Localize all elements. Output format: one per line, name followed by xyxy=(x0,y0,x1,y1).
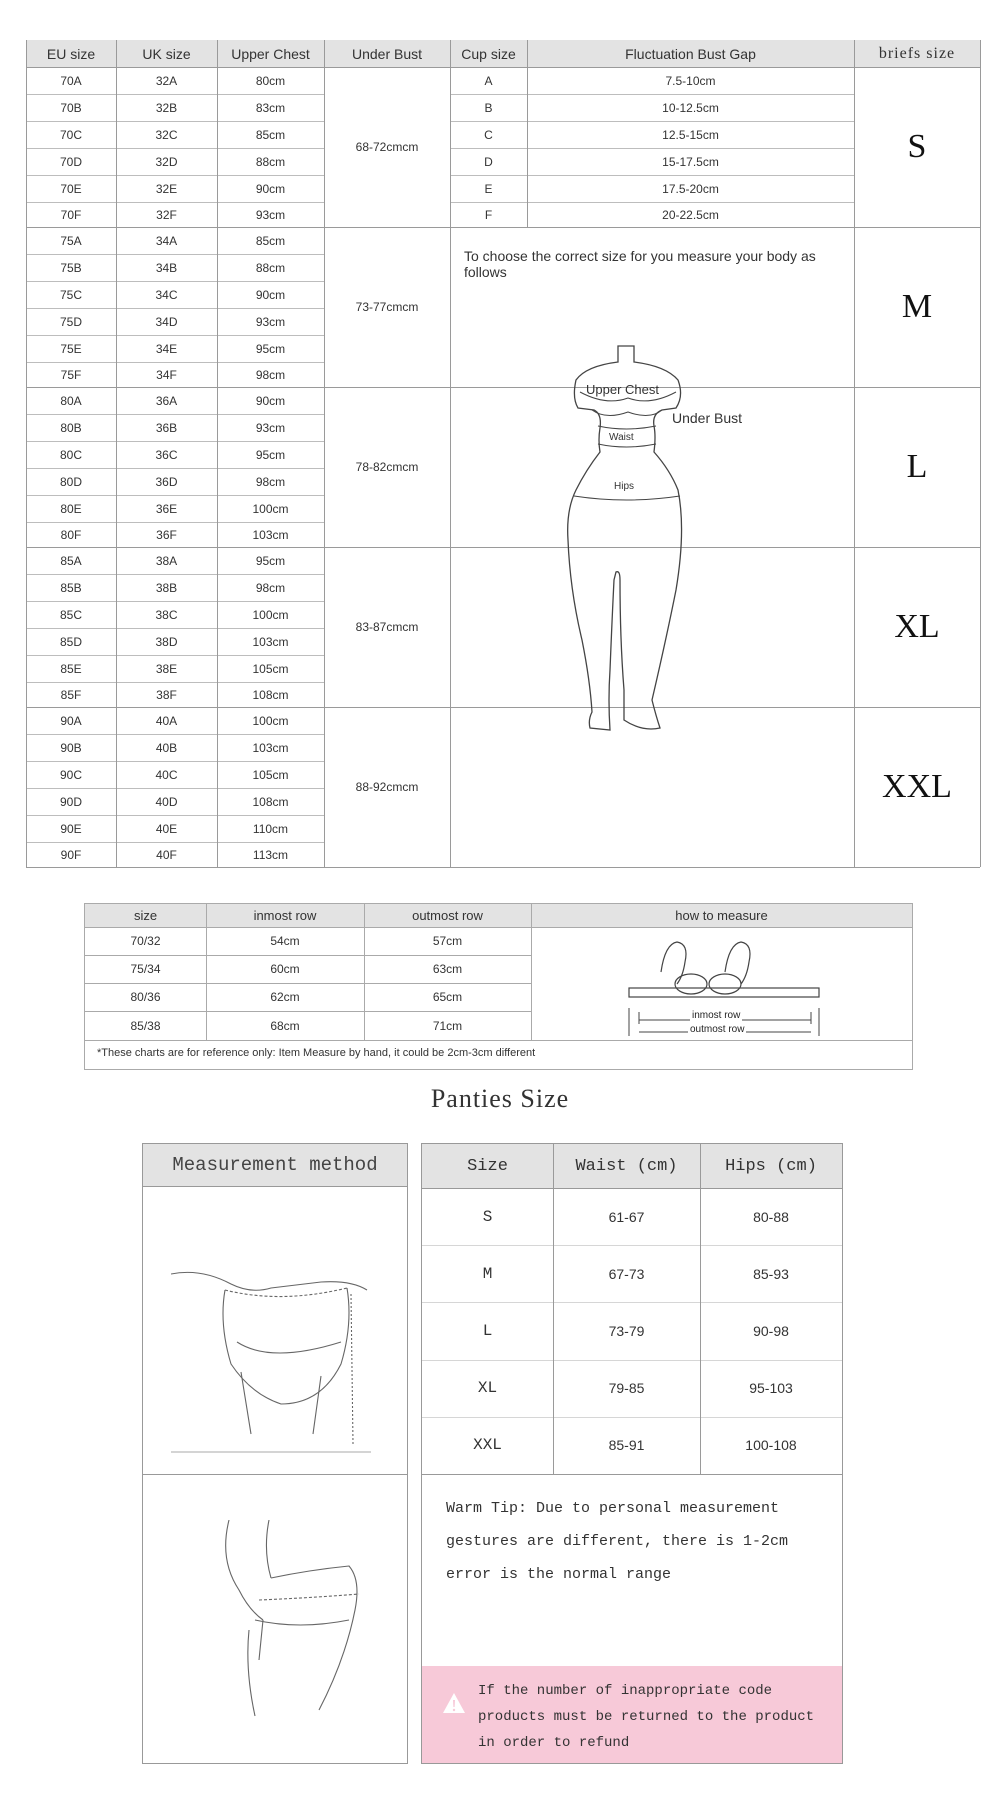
upper-chest-cell: 88cm xyxy=(255,260,286,275)
row-divider xyxy=(85,1011,531,1012)
uk-size-cell: 34B xyxy=(155,260,178,275)
band-size-table xyxy=(84,903,913,1070)
col-under-bust: Under Bust xyxy=(324,40,450,67)
col-cup-size: Cup size xyxy=(450,40,527,67)
upper-chest-cell: 98cm xyxy=(255,580,286,595)
band-col-how-to-measure: how to measure xyxy=(531,904,912,927)
waist-cell: 61-67 xyxy=(608,1208,645,1225)
band-size-cell: 80/36 xyxy=(130,990,161,1004)
measurement-method-panel xyxy=(142,1143,408,1764)
upper-chest-cell: 113cm xyxy=(252,847,289,862)
eu-size-cell: 80E xyxy=(60,501,82,516)
panties-size-title: Panties Size xyxy=(430,1084,570,1113)
upper-chest-cell: 100cm xyxy=(252,713,289,728)
bust-gap-cell: 12.5-15cm xyxy=(662,127,719,142)
upper-chest-cell: 105cm xyxy=(252,767,289,782)
hips-cell: 100-108 xyxy=(745,1437,797,1454)
bust-gap-cell: 20-22.5cm xyxy=(662,207,719,222)
waist-cell: 73-79 xyxy=(608,1322,645,1339)
briefs-size-cell: S xyxy=(907,128,927,165)
upper-chest-cell: 110cm xyxy=(252,821,289,836)
upper-chest-cell: 85cm xyxy=(255,233,286,248)
panties-size-cell: L xyxy=(482,1321,493,1340)
uk-size-cell: 36F xyxy=(156,527,177,542)
cup-size-cell: E xyxy=(484,181,493,196)
uk-size-cell: 40C xyxy=(155,767,178,782)
uk-size-cell: 38E xyxy=(155,661,178,676)
uk-size-cell: 38C xyxy=(155,607,178,622)
cup-size-cell: B xyxy=(484,100,493,115)
uk-size-cell: 38F xyxy=(156,687,177,702)
hips-cell: 80-88 xyxy=(753,1208,789,1225)
upper-chest-cell: 100cm xyxy=(252,501,289,516)
upper-chest-cell: 103cm xyxy=(252,740,289,755)
upper-chest-cell: 85cm xyxy=(255,127,286,142)
uk-size-cell: 40F xyxy=(156,847,177,862)
eu-size-cell: 90B xyxy=(60,740,82,755)
group-divider xyxy=(26,547,980,548)
cup-size-cell: D xyxy=(484,154,493,169)
uk-size-cell: 40E xyxy=(155,821,178,836)
eu-size-cell: 75C xyxy=(59,287,82,302)
col-briefs-size: briefs size xyxy=(854,40,980,67)
inmost-row-cell: 54cm xyxy=(270,934,300,948)
upper-chest-cell: 98cm xyxy=(255,474,286,489)
label-inmost-row: inmost row xyxy=(692,1010,741,1021)
eu-size-cell: 90E xyxy=(60,821,82,836)
upper-chest-cell: 90cm xyxy=(255,393,286,408)
row-divider xyxy=(85,983,531,984)
eu-size-cell: 70F xyxy=(60,207,82,222)
uk-size-cell: 36D xyxy=(155,474,178,489)
column-divider xyxy=(116,40,117,867)
uk-size-cell: 34D xyxy=(155,314,178,329)
upper-chest-cell: 108cm xyxy=(252,794,289,809)
uk-size-cell: 32F xyxy=(156,207,177,222)
uk-size-cell: 40D xyxy=(155,794,178,809)
hips-cell: 90-98 xyxy=(753,1322,789,1339)
uk-size-cell: 32A xyxy=(155,73,178,88)
uk-size-cell: 38B xyxy=(155,580,178,595)
upper-chest-cell: 95cm xyxy=(255,341,286,356)
band-col-size: size xyxy=(85,904,206,927)
uk-size-cell: 36E xyxy=(155,501,178,516)
column-divider xyxy=(217,40,218,867)
briefs-size-cell: XXL xyxy=(882,768,952,805)
under-bust-cell: 78-82cmcm xyxy=(355,460,419,474)
inmost-row-cell: 68cm xyxy=(270,1018,300,1033)
eu-size-cell: 90F xyxy=(60,847,82,862)
uk-size-cell: 32B xyxy=(155,100,178,115)
waist-cell: 67-73 xyxy=(608,1265,645,1282)
panties-size-cell: XL xyxy=(477,1379,498,1398)
hips-cell: 95-103 xyxy=(749,1380,793,1397)
band-size-cell: 75/34 xyxy=(130,962,161,976)
bust-gap-cell: 15-17.5cm xyxy=(662,154,719,169)
inmost-row-cell: 60cm xyxy=(270,962,300,976)
panties-size-cell: XXL xyxy=(473,1436,502,1455)
uk-size-cell: 36C xyxy=(155,447,178,462)
upper-chest-cell: 108cm xyxy=(252,687,289,702)
upper-chest-cell: 93cm xyxy=(255,420,286,435)
row-divider xyxy=(85,955,531,956)
hips-measure-illustration xyxy=(219,1520,369,1720)
refund-note: If the number of inappropriate code products must be returned to the product in order to refund xyxy=(478,1683,815,1751)
eu-size-cell: 70A xyxy=(60,73,82,88)
upper-chest-cell: 100cm xyxy=(252,607,289,622)
label-hips: Hips xyxy=(614,481,635,492)
uk-size-cell: 34C xyxy=(155,287,178,302)
bra-size-table xyxy=(26,40,980,864)
outmost-row-cell: 71cm xyxy=(432,1018,463,1033)
panties-size-table xyxy=(421,1143,843,1764)
label-waist: Waist xyxy=(609,432,634,443)
eu-size-cell: 70B xyxy=(60,100,82,115)
column-divider xyxy=(980,40,981,867)
upper-chest-cell: 83cm xyxy=(255,100,286,115)
warm-tip: Warm Tip: Due to personal measurement gestures are different, there is 1-2cm error is the normal range xyxy=(446,1500,789,1583)
outmost-row-cell: 63cm xyxy=(432,962,463,976)
under-bust-cell: 68-72cmcm xyxy=(355,140,419,154)
band-col-outmost: outmost row xyxy=(364,904,531,927)
eu-size-cell: 85E xyxy=(60,661,82,676)
upper-chest-cell: 93cm xyxy=(255,314,286,329)
refund-note-box xyxy=(422,1666,842,1763)
upper-chest-cell: 80cm xyxy=(255,73,286,88)
briefs-size-cell: XL xyxy=(894,608,940,645)
uk-size-cell: 32D xyxy=(155,154,178,169)
hips-cell: 85-93 xyxy=(753,1265,789,1282)
body-figure xyxy=(546,340,726,790)
uk-size-cell: 38A xyxy=(155,553,178,568)
eu-size-cell: 85A xyxy=(60,553,82,568)
bust-gap-cell: 7.5-10cm xyxy=(665,73,716,88)
upper-chest-cell: 95cm xyxy=(255,447,286,462)
measure-instruction: To choose the correct size for you measure your body as follows xyxy=(464,248,816,280)
group-divider xyxy=(26,227,980,228)
waist-cell: 85-91 xyxy=(608,1437,645,1454)
upper-chest-cell: 90cm xyxy=(255,181,286,196)
group-divider xyxy=(26,707,980,708)
eu-size-cell: 75F xyxy=(60,367,82,382)
uk-size-cell: 34F xyxy=(156,367,177,382)
label-under-bust: Under Bust xyxy=(672,410,743,426)
uk-size-cell: 36A xyxy=(155,393,178,408)
uk-size-cell: 40A xyxy=(155,713,178,728)
band-col-inmost: inmost row xyxy=(206,904,364,927)
panties-col-size: Size xyxy=(422,1144,553,1188)
eu-size-cell: 80C xyxy=(59,447,82,462)
uk-size-cell: 34A xyxy=(155,233,178,248)
outmost-row-cell: 57cm xyxy=(432,934,463,948)
upper-chest-cell: 103cm xyxy=(252,634,289,649)
upper-chest-cell: 95cm xyxy=(255,553,286,568)
measurement-method-header: Measurement method xyxy=(143,1144,407,1186)
eu-size-cell: 70E xyxy=(60,181,82,196)
column-divider xyxy=(26,40,27,867)
band-size-cell: 85/38 xyxy=(130,1018,161,1033)
panties-col-waist: Waist (cm) xyxy=(553,1144,700,1188)
upper-chest-cell: 93cm xyxy=(255,207,286,222)
eu-size-cell: 80F xyxy=(60,527,82,542)
eu-size-cell: 75A xyxy=(60,233,82,248)
briefs-size-cell: L xyxy=(906,448,928,485)
waist-measure-illustration xyxy=(171,1254,381,1454)
eu-size-cell: 75E xyxy=(60,341,82,356)
group-divider xyxy=(26,387,980,388)
panties-col-hips: Hips (cm) xyxy=(700,1144,842,1188)
eu-size-cell: 70D xyxy=(59,154,82,169)
column-divider xyxy=(450,40,451,867)
eu-size-cell: 85C xyxy=(59,607,82,622)
col-upper-chest: Upper Chest xyxy=(217,40,324,67)
bra-band-diagram xyxy=(625,940,825,1036)
inmost-row-cell: 62cm xyxy=(270,990,300,1004)
eu-size-cell: 75B xyxy=(60,260,82,275)
uk-size-cell: 32C xyxy=(155,127,178,142)
band-size-cell: 70/32 xyxy=(130,934,161,948)
waist-cell: 79-85 xyxy=(608,1380,645,1397)
warning-icon xyxy=(442,1692,466,1714)
label-upper-chest: Upper Chest xyxy=(586,382,659,397)
under-bust-cell: 73-77cmcm xyxy=(355,300,419,314)
group-divider xyxy=(26,867,980,868)
cup-size-cell: A xyxy=(484,73,493,88)
reference-note: *These charts are for reference only: Item Measure by hand, it could be 2cm-3cm different xyxy=(97,1047,536,1059)
uk-size-cell: 38D xyxy=(155,634,178,649)
eu-size-cell: 90D xyxy=(59,794,82,809)
eu-size-cell: 90A xyxy=(60,713,82,728)
eu-size-cell: 85F xyxy=(60,687,82,702)
eu-size-cell: 85D xyxy=(59,634,82,649)
briefs-size-cell: M xyxy=(901,288,933,325)
upper-chest-cell: 90cm xyxy=(255,287,286,302)
outmost-row-cell: 65cm xyxy=(432,990,463,1004)
uk-size-cell: 40B xyxy=(155,740,178,755)
cup-size-cell: F xyxy=(484,207,493,222)
column-divider xyxy=(854,40,855,867)
eu-size-cell: 90C xyxy=(59,767,82,782)
uk-size-cell: 34E xyxy=(155,341,178,356)
under-bust-cell: 83-87cmcm xyxy=(355,620,419,634)
eu-size-cell: 85B xyxy=(60,580,82,595)
eu-size-cell: 70C xyxy=(59,127,82,142)
eu-size-cell: 75D xyxy=(59,314,82,329)
uk-size-cell: 36B xyxy=(155,420,178,435)
under-bust-cell: 88-92cmcm xyxy=(355,780,419,794)
eu-size-cell: 80D xyxy=(59,474,82,489)
column-divider xyxy=(324,40,325,867)
row-divider xyxy=(531,927,912,928)
panties-size-cell: M xyxy=(482,1264,493,1283)
bust-gap-cell: 10-12.5cm xyxy=(662,100,719,115)
panties-size-cell: S xyxy=(482,1207,493,1226)
col-eu-size: EU size xyxy=(26,40,116,67)
row-divider xyxy=(85,927,531,928)
eu-size-cell: 80A xyxy=(60,393,82,408)
upper-chest-cell: 105cm xyxy=(252,661,289,676)
upper-chest-cell: 88cm xyxy=(255,154,286,169)
bust-gap-cell: 17.5-20cm xyxy=(662,181,719,196)
column-divider xyxy=(527,40,528,227)
cup-size-cell: C xyxy=(484,127,493,142)
upper-chest-cell: 98cm xyxy=(255,367,286,382)
upper-chest-cell: 103cm xyxy=(252,527,289,542)
label-outmost-row: outmost row xyxy=(690,1024,745,1035)
col-uk-size: UK size xyxy=(116,40,217,67)
eu-size-cell: 80B xyxy=(60,420,82,435)
col-bust-gap: Fluctuation Bust Gap xyxy=(527,40,854,67)
uk-size-cell: 32E xyxy=(155,181,178,196)
